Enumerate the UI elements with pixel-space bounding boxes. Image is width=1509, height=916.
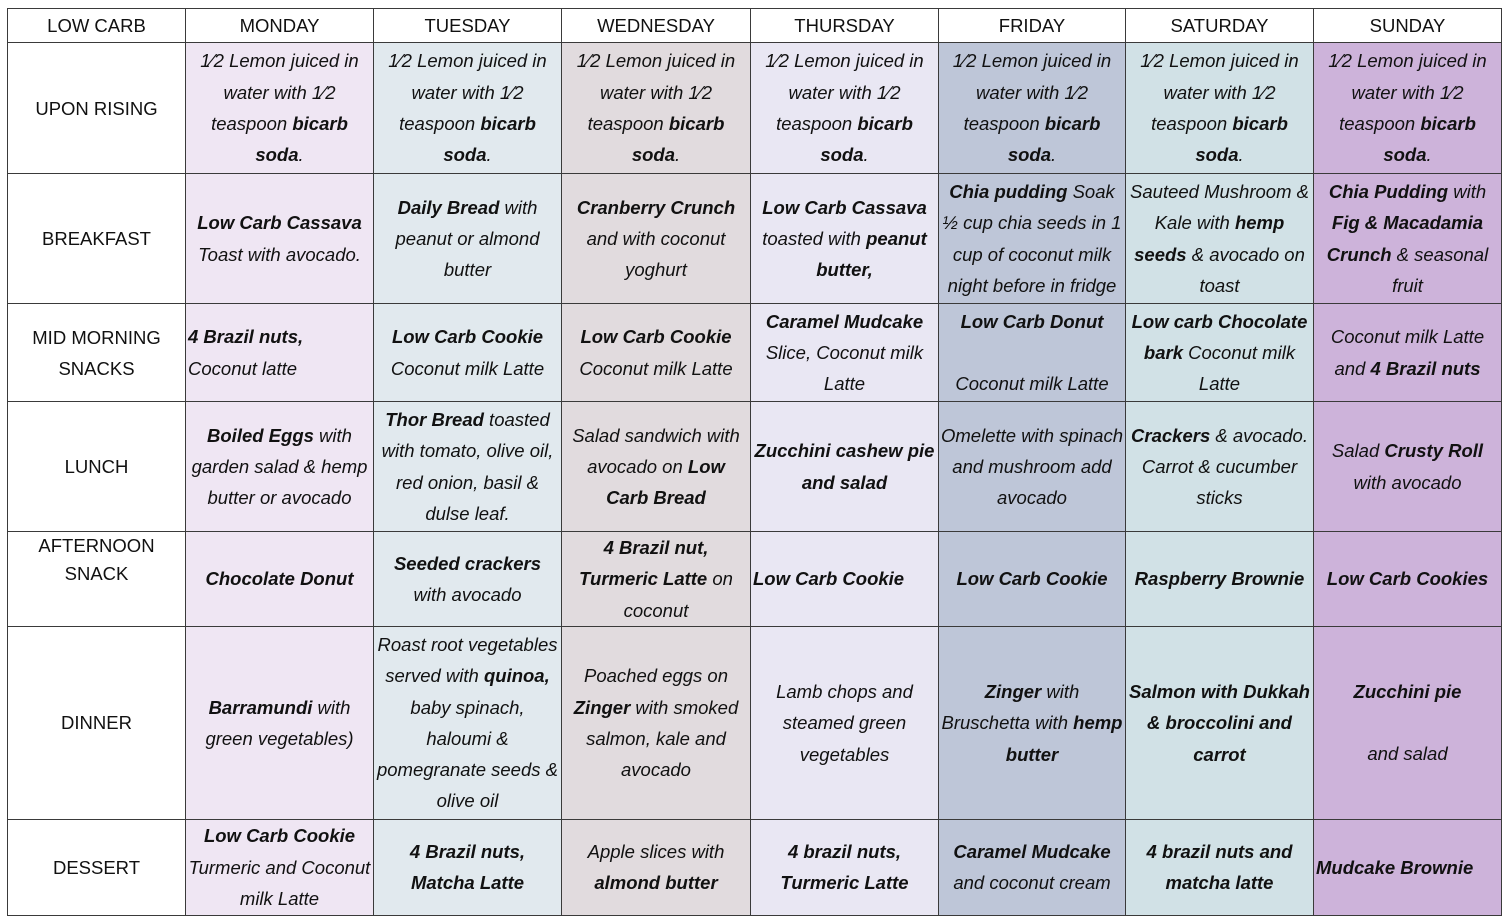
cell-spacer: [941, 337, 1123, 368]
cell-text-bold: Barramundi: [208, 696, 313, 718]
cell-text: 1⁄2 Lemon juiced in water with 1⁄2 teaspoon: [388, 50, 547, 134]
cell-text: on coconut: [623, 568, 733, 621]
cell-text-bold: Low Carb Cookie: [203, 825, 356, 847]
cell-text: .: [1051, 144, 1057, 166]
cell-text: Apple slices with: [587, 841, 725, 863]
cell-text-bold: Zinger: [573, 696, 631, 718]
cell-upon-rising-monday: [186, 43, 374, 174]
cell-dinner-monday: [186, 626, 374, 819]
cell-text-bold: hemp butter: [1005, 712, 1123, 765]
cell-text: with avocado: [413, 583, 522, 605]
cell-dessert-monday: [186, 819, 374, 915]
cell-mid-morning-wednesday: [562, 304, 751, 402]
row-label-upon-rising: UPON RISING: [8, 43, 186, 174]
cell-text-bold: Thor Bread: [385, 408, 484, 430]
cell-text-bold: Caramel Mudcake: [765, 310, 924, 332]
cell-dinner-wednesday: [562, 626, 751, 819]
cell-dessert-tuesday: [374, 819, 562, 915]
cell-mid-morning-thursday: [751, 304, 939, 402]
cell-text-bold: Low Carb Donut: [960, 310, 1104, 332]
cell-text: 1⁄2 Lemon juiced in water with 1⁄2 teaspoon: [765, 50, 924, 134]
cell-dessert-wednesday: [562, 819, 751, 915]
cell-text: 1⁄2 Lemon juiced in water with 1⁄2 teaspoon: [576, 50, 736, 134]
cell-text: 1⁄2 Lemon juiced in water with 1⁄2 teaspoon: [200, 50, 359, 134]
row-lunch: [8, 402, 1502, 532]
row-label-dessert: DESSERT: [8, 819, 186, 915]
cell-text: Coconut milk Latte: [1183, 341, 1296, 395]
cell-dessert-thursday: [751, 819, 939, 915]
cell-text-bold: Boiled Eggs: [207, 424, 314, 446]
cell-breakfast-wednesday: [562, 174, 751, 304]
cell-text-bold: bicarb soda: [1383, 113, 1476, 166]
row-dessert: [8, 819, 1502, 915]
cell-text: Coconut milk Latte: [955, 373, 1109, 394]
cell-text-bold: bicarb soda: [1007, 113, 1101, 166]
cell-text: Toast with avocado.: [198, 243, 361, 265]
cell-text-bold: 4 Brazil nuts,: [188, 326, 304, 348]
cell-text: 1⁄2 Lemon juiced in water with 1⁄2 teaspoon: [1328, 50, 1487, 134]
cell-lunch-friday: [939, 402, 1126, 532]
row-label-mid-morning-snacks: MID MORNING SNACKS: [8, 304, 186, 402]
row-label-breakfast: BREAKFAST: [8, 174, 186, 304]
cell-text-bold: Low Carb Cookies: [1326, 568, 1489, 590]
header-row: [8, 9, 1502, 43]
day-header-saturday: SATURDAY: [1126, 9, 1314, 43]
cell-dessert-friday: [939, 819, 1126, 915]
cell-text-bold: Seeded crackers: [393, 552, 542, 574]
cell-text: with smoked salmon, kale and avocado: [586, 696, 739, 781]
cell-lunch-tuesday: [374, 402, 562, 532]
cell-text-bold: Fig & Macadamia Crunch: [1326, 212, 1484, 265]
cell-upon-rising-wednesday: [562, 43, 751, 174]
cell-text-bold: Chia pudding: [949, 180, 1068, 202]
cell-text-bold: Chia Pudding: [1328, 180, 1449, 202]
cell-text: Poached eggs on: [583, 665, 728, 687]
cell-text-bold: bicarb soda: [820, 113, 913, 166]
cell-text-bold: Low Carb Cookie: [580, 326, 732, 348]
cell-mid-morning-tuesday: [374, 304, 562, 402]
cell-afternoon-sunday: [1314, 532, 1502, 627]
day-header-sunday: SUNDAY: [1314, 9, 1502, 43]
cell-text-bold: bicarb soda: [443, 113, 536, 166]
cell-text: & seasonal fruit: [1391, 243, 1489, 296]
row-mid-morning-snacks: [8, 304, 1502, 402]
cell-text-bold: almond butter: [594, 872, 718, 894]
cell-text-bold: Cranberry Crunch: [576, 196, 736, 218]
day-header-friday: FRIDAY: [939, 9, 1126, 43]
cell-text: Soak ½ cup chia seeds in 1 cup of coconut milk night before in fridge: [942, 180, 1122, 296]
cell-text: .: [298, 144, 304, 166]
cell-text-bold: Mudcake Brownie: [1316, 856, 1474, 878]
cell-text: with: [1448, 180, 1487, 202]
cell-text-bold: Low Carb Cookie: [753, 568, 905, 590]
cell-text-bold: 4 Brazil nut, Turmeric Latte: [579, 537, 709, 590]
row-label-lunch: LUNCH: [8, 402, 186, 532]
cell-breakfast-sunday: [1314, 174, 1502, 304]
cell-text-bold: bicarb soda: [1195, 113, 1288, 166]
cell-upon-rising-saturday: [1126, 43, 1314, 174]
cell-upon-rising-sunday: [1314, 43, 1502, 174]
cell-breakfast-tuesday: [374, 174, 562, 304]
cell-text: Coconut milk Latte: [579, 357, 733, 379]
cell-breakfast-thursday: [751, 174, 939, 304]
row-label-afternoon-snack: AFTERNOON SNACK: [8, 532, 186, 627]
cell-text: Lamb chops and steamed green vegetables: [776, 680, 913, 765]
cell-text: & avocado. Carrot & cucumber sticks: [1141, 424, 1308, 509]
cell-mid-morning-sunday: [1314, 304, 1502, 402]
cell-spacer: [1316, 707, 1499, 738]
cell-afternoon-friday: [939, 532, 1126, 627]
cell-text: Salad: [1331, 440, 1385, 462]
cell-text: and with coconut yoghurt: [586, 227, 726, 281]
cell-text: Salad sandwich with avocado on: [572, 424, 740, 477]
row-afternoon-snack: [8, 532, 1502, 627]
cell-text-bold: Low Carb Cassava: [197, 212, 362, 234]
cell-text: baby spinach, haloumi & pomegranate seeds & olive oil: [376, 696, 558, 812]
cell-afternoon-monday: [186, 532, 374, 627]
cell-dinner-sunday: [1314, 626, 1502, 819]
cell-text-bold: Zinger: [984, 680, 1042, 702]
cell-breakfast-monday: [186, 174, 374, 304]
corner-label: LOW CARB: [8, 9, 186, 43]
cell-text-bold: 4 Brazil nuts: [1370, 357, 1481, 379]
cell-mid-morning-saturday: [1126, 304, 1314, 402]
cell-text-bold: bicarb soda: [631, 113, 725, 166]
cell-text-bold: Zucchini cashew pie and salad: [754, 440, 935, 493]
cell-text-bold: Zucchini pie: [1353, 681, 1462, 703]
cell-lunch-monday: [186, 402, 374, 532]
cell-text-bold: Crackers: [1131, 424, 1211, 446]
cell-text-bold: 4 brazil nuts and matcha latte: [1146, 841, 1293, 894]
cell-text: 1⁄2 Lemon juiced in water with 1⁄2 teaspoon: [1140, 50, 1299, 134]
cell-breakfast-saturday: [1126, 174, 1314, 304]
cell-text: Coconut milk Latte and: [1330, 326, 1485, 379]
cell-text-bold: Low Carb Cookie: [391, 326, 544, 348]
cell-lunch-thursday: [751, 402, 939, 532]
cell-mid-morning-monday: [186, 304, 374, 402]
cell-text-bold: quinoa,: [483, 665, 550, 687]
cell-text: & avocado on toast: [1186, 243, 1305, 296]
cell-text: 1⁄2 Lemon juiced in water with 1⁄2 teaspoon: [952, 50, 1112, 134]
cell-text: Roast root vegetables served with: [377, 634, 558, 687]
cell-text: .: [1238, 144, 1244, 166]
cell-text: with peanut or almond butter: [395, 196, 540, 281]
cell-text-bold: Low carb Chocolate bark: [1131, 310, 1308, 363]
cell-text: Coconut milk Latte: [390, 357, 545, 379]
cell-text: Slice, Coconut milk Latte: [765, 341, 924, 395]
cell-afternoon-thursday: [751, 532, 939, 627]
cell-text-bold: Low Carb Cassava: [762, 196, 927, 218]
cell-lunch-wednesday: [562, 402, 751, 532]
cell-text-bold: 4 brazil nuts, Turmeric Latte: [780, 841, 909, 894]
cell-text: .: [486, 144, 492, 166]
day-header-tuesday: TUESDAY: [374, 9, 562, 43]
cell-text: toasted with tomato, olive oil, red onion, basil & dulse leaf.: [381, 408, 554, 524]
day-header-thursday: THURSDAY: [751, 9, 939, 43]
cell-text: Sauteed Mushroom & Kale with: [1130, 180, 1309, 234]
cell-text-bold: Caramel Mudcake: [953, 841, 1111, 863]
cell-text: toasted with: [762, 227, 867, 249]
cell-dinner-saturday: [1126, 626, 1314, 819]
cell-text: and salad: [1367, 743, 1448, 765]
cell-text-bold: 4 Brazil nuts, Matcha Latte: [409, 841, 526, 894]
row-breakfast: [8, 174, 1502, 304]
row-upon-rising: [8, 43, 1502, 174]
cell-text: with green vegetables): [205, 696, 354, 749]
cell-dessert-sunday: [1314, 819, 1502, 915]
low-carb-meal-plan-table: [7, 8, 1502, 916]
cell-dinner-tuesday: [374, 626, 562, 819]
cell-dessert-saturday: [1126, 819, 1314, 915]
day-header-monday: MONDAY: [186, 9, 374, 43]
cell-dinner-thursday: [751, 626, 939, 819]
row-label-dinner: DINNER: [8, 626, 186, 819]
cell-text-bold: hemp seeds: [1134, 212, 1285, 265]
cell-text: Turmeric and Coconut milk Latte: [188, 856, 371, 910]
cell-text: Omelette with spinach and mushroom add avocado: [941, 424, 1124, 509]
cell-text-bold: peanut butter,: [816, 227, 927, 281]
cell-text-bold: Raspberry Brownie: [1134, 568, 1305, 590]
cell-lunch-saturday: [1126, 402, 1314, 532]
cell-text-bold: Salmon with Dukkah & broccolini and carrot: [1129, 680, 1310, 765]
cell-mid-morning-friday: [939, 304, 1126, 402]
cell-text: with avocado: [1353, 471, 1462, 493]
cell-upon-rising-tuesday: [374, 43, 562, 174]
cell-afternoon-wednesday: [562, 532, 751, 627]
cell-text-bold: Crusty Roll: [1384, 440, 1484, 462]
day-header-wednesday: WEDNESDAY: [562, 9, 751, 43]
cell-text: with garden salad & hemp butter or avocado: [191, 424, 368, 509]
cell-text-bold: Chocolate Donut: [205, 568, 354, 590]
cell-lunch-sunday: [1314, 402, 1502, 532]
cell-upon-rising-friday: [939, 43, 1126, 174]
cell-text: .: [1426, 144, 1432, 166]
cell-afternoon-saturday: [1126, 532, 1314, 627]
cell-text-bold: bicarb soda: [255, 113, 348, 166]
cell-dinner-friday: [939, 626, 1126, 819]
cell-text: .: [863, 144, 869, 166]
cell-text: with Bruschetta with: [941, 680, 1080, 734]
cell-text-bold: Low Carb Cookie: [956, 568, 1108, 590]
cell-upon-rising-thursday: [751, 43, 939, 174]
cell-text-bold: Low Carb Bread: [606, 455, 725, 509]
row-dinner: [8, 626, 1502, 819]
cell-text: and coconut cream: [953, 872, 1111, 894]
cell-afternoon-tuesday: [374, 532, 562, 627]
cell-breakfast-friday: [939, 174, 1126, 304]
cell-text: Coconut latte: [188, 357, 298, 379]
cell-text: .: [675, 144, 681, 166]
cell-text-bold: Daily Bread: [397, 196, 500, 218]
